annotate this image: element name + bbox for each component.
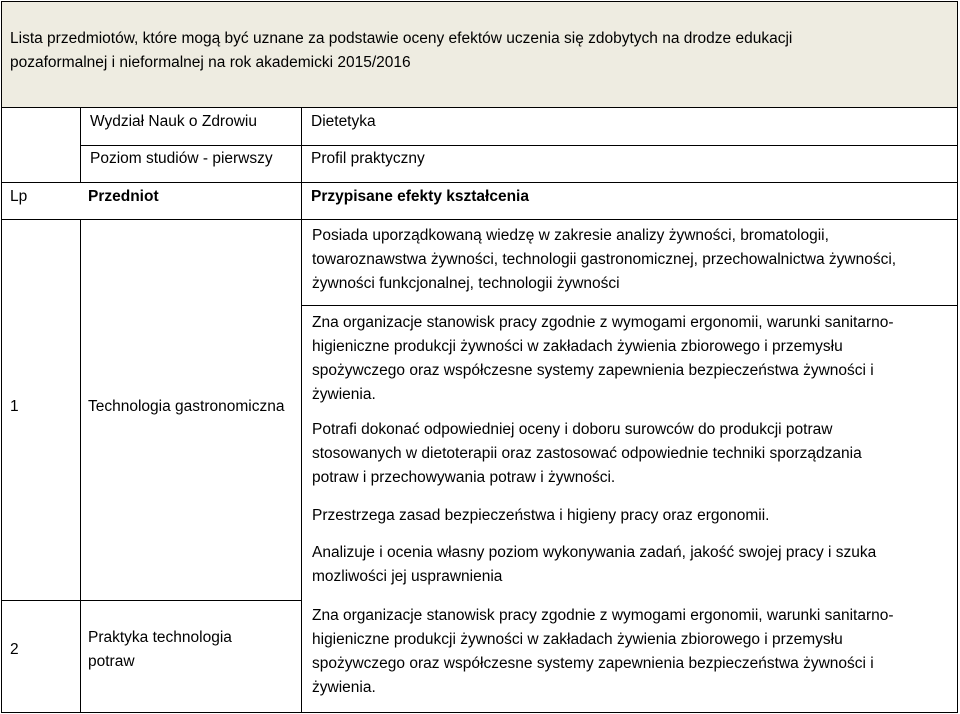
outcome-line: żywienia. [312,679,376,696]
column-divider [301,107,302,713]
row-divider [1,107,958,108]
row-divider [301,305,958,306]
outcome-line: mozliwości jej usprawnienia [312,568,503,585]
row-divider [1,219,958,220]
outcome-line: higieniczne produkcji żywności w zakładach żywienia zbiorowego i przemysłu [312,631,843,648]
outcome-line: żywności funkcjonalnej, technologii żywności [312,275,620,292]
outcome-line: Posiada uporządkowaną wiedzę w zakresie analizy żywności, bromatologii, [312,227,829,244]
outcome-line: Zna organizacje stanowisk pracy zgodnie z wymogami ergonomii, warunki sanitarno- [312,314,894,331]
subject-name-line2: potraw [88,653,135,670]
row-number: 2 [10,641,19,658]
row-number: 1 [10,398,19,415]
study-level: Poziom studiów - pierwszy [90,150,273,167]
study-profile: Profil praktyczny [311,150,425,167]
border-right [957,1,958,713]
outcome-line: Przestrzega zasad bezpieczeństwa i higieny pracy oraz ergonomii. [312,507,770,524]
faculty-name: Wydział Nauk o Zdrowiu [90,113,257,130]
column-header-outcomes: Przypisane efekty kształcenia [311,188,529,205]
list-title-line1: Lista przedmiotów, które mogą być uznane za podstawie oceny efektów uczenia się zdobytych na drodze edukacji [10,30,793,47]
row-divider [1,182,958,183]
outcome-line: Analizuje i ocenia własny poziom wykonywania zadań, jakość swojej pracy i szuka [312,544,877,561]
outcome-line: stosowanych w dietoterapii oraz zastosować odpowiednie techniki sporządzania [312,445,862,462]
border-top [1,1,958,2]
subject-name: Technologia gastronomiczna [88,398,285,415]
column-header-lp: Lp [10,188,28,205]
subject-name-line1: Praktyka technologia [88,629,232,646]
outcome-line: Potrafi dokonać odpowiedniej oceny i doboru surowców do produkcji potraw [312,421,833,438]
outcome-line: spożywczego oraz współczesne systemy zapewnienia bezpieczeństwa żywności i [312,362,874,379]
border-bottom [1,712,958,713]
outcome-line: towaroznawstwa żywności, technologii gastronomicznej, przechowalnictwa żywności, [312,251,897,268]
column-divider [80,107,81,182]
outcome-line: spożywczego oraz współczesne systemy zapewnienia bezpieczeństwa żywności i [312,655,874,672]
outcome-line: Zna organizacje stanowisk pracy zgodnie z wymogami ergonomii, warunki sanitarno- [312,607,894,624]
border-left [1,1,2,713]
list-title-line2: pozaformalnej i nieformalnej na rok akademicki 2015/2016 [10,54,411,71]
column-header-subject: Przedniot [88,188,159,205]
row-divider [80,145,958,146]
column-divider [80,219,81,713]
outcome-line: żywienia. [312,386,376,403]
outcome-line: higieniczne produkcji żywności w zakładach żywienia zbiorowego i przemysłu [312,338,843,355]
row-divider [1,600,302,601]
outcome-line: potraw i przechowywania potraw i żywności. [312,469,616,486]
field-of-study: Dietetyka [311,113,376,130]
